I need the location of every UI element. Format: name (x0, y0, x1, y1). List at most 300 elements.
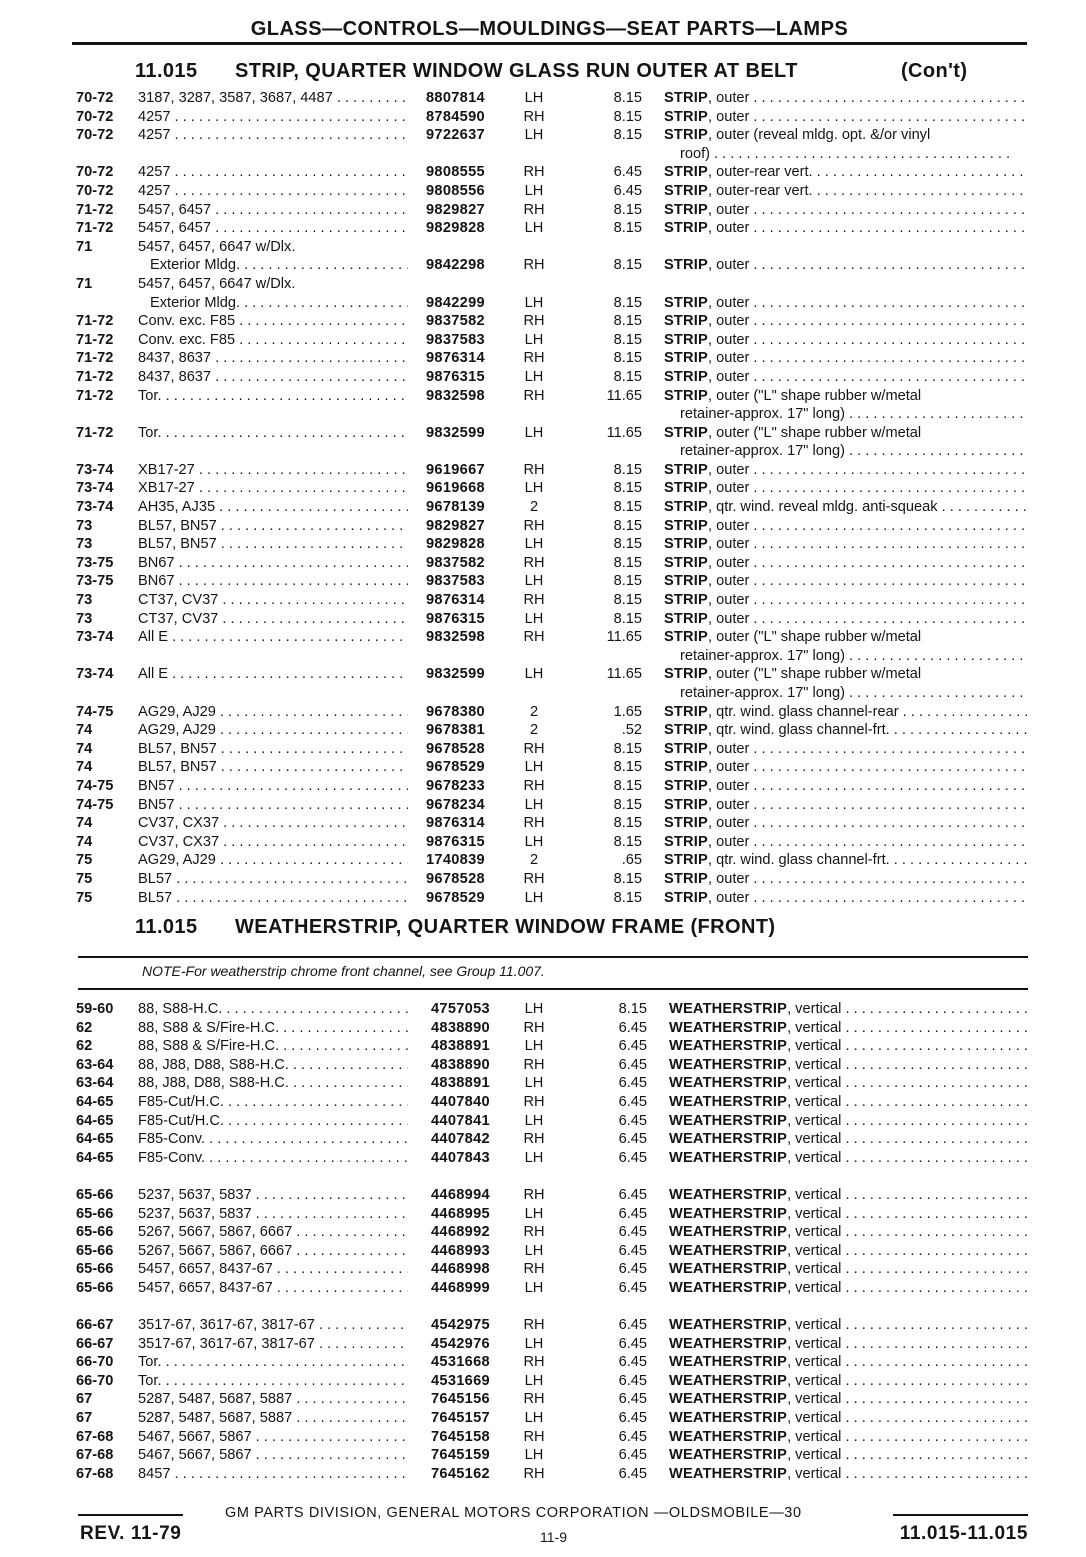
year-cell: 75 (76, 870, 93, 887)
item-name: STRIP (664, 592, 708, 609)
model-line: AG29, AJ29 . . . (138, 703, 408, 722)
parts-row (76, 703, 1028, 722)
description-cell (664, 554, 1028, 573)
parts-row (76, 219, 1028, 238)
parts-row (76, 517, 1028, 536)
part-number: 9832598 (426, 387, 485, 404)
item-name: STRIP (664, 703, 708, 720)
description-line (664, 814, 1028, 833)
model-cell (138, 1372, 408, 1391)
price-cell: 8.15 (613, 313, 642, 330)
description-cell (669, 1112, 1033, 1131)
parts-row (76, 275, 1028, 312)
item-detail: , outer (707, 350, 750, 367)
parts-row (76, 1465, 1028, 1484)
parts-row (76, 554, 1028, 573)
description-cell (664, 814, 1028, 833)
section-heading: WEATHERSTRIP, QUARTER WINDOW FRAME (FRONT) (235, 916, 776, 938)
year-cell: 73-75 (76, 573, 114, 590)
part-number: 4468999 (431, 1279, 490, 1296)
description-line (664, 535, 1028, 554)
parts-row (76, 851, 1028, 870)
section-title-weatherstrip (135, 916, 775, 939)
part-number: 4468994 (431, 1186, 490, 1203)
year-cell: 67-68 (76, 1465, 114, 1482)
price-cell: 6.45 (618, 1186, 647, 1203)
model-cell (138, 275, 408, 312)
part-number: 9678234 (426, 796, 485, 813)
side-code: RH (523, 777, 545, 794)
parts-row (76, 1446, 1028, 1465)
description-line (669, 1353, 1033, 1372)
side-code: RH (523, 1428, 545, 1445)
price-cell: 6.45 (618, 1205, 647, 1222)
description-cell (664, 312, 1028, 331)
model-line: BN57 . . . (138, 796, 408, 815)
parts-row (76, 535, 1028, 554)
model-cell (138, 1056, 408, 1075)
side-code: RH (523, 164, 545, 181)
price-cell: 8.15 (613, 220, 642, 237)
side-code: LH (524, 1447, 544, 1464)
item-name: STRIP (664, 313, 708, 330)
description-cell (664, 870, 1028, 889)
model-cell (138, 1353, 408, 1372)
model-line: BN67 . . . (138, 554, 408, 573)
part-number: 9829828 (426, 536, 485, 553)
description-line (664, 182, 1028, 201)
model-cell (138, 349, 408, 368)
description-cell (664, 889, 1028, 908)
model-line: Tor. . . . (138, 1353, 408, 1372)
item-name: STRIP (664, 796, 708, 813)
part-number: 8807814 (426, 90, 485, 106)
model-cell (138, 1000, 408, 1019)
item-detail: , outer (707, 889, 750, 906)
price-cell: 6.45 (618, 1279, 647, 1296)
description-cell (664, 294, 1028, 313)
item-detail: , outer (707, 815, 750, 832)
description-line (664, 479, 1028, 498)
description-line (664, 517, 1028, 536)
price-cell: 6.45 (618, 1056, 647, 1073)
model-line: BL57 . . . (138, 870, 408, 889)
description-cell (669, 1130, 1033, 1149)
description-line (664, 554, 1028, 573)
side-code: RH (523, 1131, 545, 1148)
item-detail: , vertical (787, 1317, 842, 1334)
side-code: LH (524, 1075, 544, 1092)
item-detail: retainer-approx. 17" long) (680, 443, 845, 460)
model-cell (138, 833, 408, 852)
description-line (669, 1056, 1033, 1075)
side-code: LH (524, 1279, 544, 1296)
description-line (664, 312, 1028, 331)
description-cell (664, 572, 1028, 591)
description-line (664, 368, 1028, 387)
model-line: AH35, AJ35 . . . (138, 498, 408, 517)
part-number: 9678233 (426, 777, 485, 794)
model-cell (138, 238, 408, 275)
price-cell: 11.65 (606, 666, 642, 683)
item-name: STRIP (664, 294, 708, 311)
section-rule-bottom (78, 988, 1028, 990)
model-line: Tor. . . . (138, 387, 408, 406)
description-cell (669, 1223, 1033, 1242)
part-number: 9678529 (426, 889, 485, 906)
part-number: 9678139 (426, 499, 485, 516)
model-line: 4257 . . . (138, 182, 408, 201)
model-cell (138, 331, 408, 350)
year-cell: 64-65 (76, 1149, 114, 1166)
year-cell: 71-72 (76, 313, 114, 330)
model-cell (138, 870, 408, 889)
model-cell (138, 1186, 408, 1205)
item-name: WEATHERSTRIP (669, 1261, 788, 1278)
model-line: 5457, 6657, 8437-67 . . . (138, 1279, 408, 1298)
part-number: 9678528 (426, 740, 485, 757)
description-line (664, 201, 1028, 220)
description-cell (664, 796, 1028, 815)
description-cell (664, 610, 1028, 629)
description-line (669, 1186, 1033, 1205)
item-detail: , outer ("L" shape rubber w/metal (707, 629, 922, 646)
model-line: 5267, 5667, 5867, 6667 . . . (138, 1242, 408, 1261)
description-cell (669, 1409, 1033, 1428)
model-line: 5237, 5637, 5837 . . . (138, 1205, 408, 1224)
model-cell (138, 89, 408, 108)
model-cell (138, 424, 408, 443)
item-name: WEATHERSTRIP (669, 1447, 788, 1464)
item-name: STRIP (664, 722, 708, 739)
model-cell (138, 572, 408, 591)
model-line: BL57 . . . (138, 889, 408, 908)
parts-row (76, 126, 1028, 163)
part-number: 4407843 (431, 1149, 490, 1166)
item-name: WEATHERSTRIP (669, 1056, 788, 1073)
section-number: 11.015 (135, 916, 198, 938)
year-cell: 75 (76, 852, 93, 869)
parts-row (76, 1130, 1028, 1149)
side-code: RH (523, 554, 545, 571)
part-number: 7645156 (431, 1391, 490, 1408)
item-name: STRIP (664, 573, 708, 590)
part-number: 4838891 (431, 1038, 490, 1055)
year-cell: 73-74 (76, 629, 114, 646)
item-name: STRIP (664, 108, 708, 125)
side-code: RH (523, 350, 545, 367)
year-cell: 74 (76, 722, 93, 739)
model-cell (138, 1260, 408, 1279)
description-cell (664, 498, 1028, 517)
item-name: STRIP (664, 424, 708, 441)
item-detail: retainer-approx. 17" long) (680, 685, 845, 701)
year-cell: 67-68 (76, 1447, 114, 1464)
price-cell: 8.15 (613, 554, 642, 571)
side-code: RH (523, 1317, 545, 1334)
description-cell (669, 1316, 1033, 1335)
model-cell (138, 1335, 408, 1354)
model-cell (138, 1316, 408, 1335)
model-line: 88, S88 & S/Fire-H.C. . . . (138, 1019, 408, 1038)
price-cell: 8.15 (613, 499, 642, 516)
description-line (669, 1000, 1033, 1019)
model-cell (138, 312, 408, 331)
parts-row (76, 572, 1028, 591)
part-number: 4468993 (431, 1242, 490, 1259)
model-line: 5267, 5667, 5867, 6667 . . . (138, 1223, 408, 1242)
item-name: STRIP (664, 164, 708, 181)
price-cell: 8.15 (613, 90, 642, 106)
model-cell (138, 1074, 408, 1093)
price-cell: 1.65 (613, 703, 642, 720)
year-cell: 75 (76, 889, 93, 906)
description-line (664, 851, 1028, 870)
model-line: All E . . . (138, 628, 408, 647)
side-code: LH (524, 1001, 544, 1017)
year-cell: 65-66 (76, 1279, 114, 1296)
part-number: 7645157 (431, 1410, 490, 1427)
price-cell: 6.45 (618, 1075, 647, 1092)
model-line: 8437, 8637 . . . (138, 349, 408, 368)
item-detail: , outer (707, 610, 750, 627)
description-cell (669, 1056, 1033, 1075)
item-detail: , vertical (787, 1372, 842, 1389)
model-cell (138, 1130, 408, 1149)
side-code: 2 (529, 703, 539, 720)
year-cell: 65-66 (76, 1261, 114, 1278)
price-cell: 6.45 (618, 1224, 647, 1241)
model-cell (138, 665, 408, 684)
item-name: STRIP (664, 852, 708, 869)
item-detail: , outer (707, 740, 750, 757)
description-cell (669, 1428, 1033, 1447)
parts-row (76, 889, 1028, 908)
item-detail: , outer (707, 313, 750, 330)
year-cell: 65-66 (76, 1186, 114, 1203)
price-cell: 8.15 (613, 127, 642, 144)
side-code: LH (524, 536, 544, 553)
parts-list-strip (76, 89, 1028, 907)
side-code: RH (523, 1186, 545, 1203)
price-cell: 6.45 (613, 182, 642, 199)
model-line: 88, J88, D88, S88-H.C. . . . (138, 1074, 408, 1093)
item-name: STRIP (664, 666, 708, 683)
price-cell: 8.15 (613, 610, 642, 627)
parts-row (76, 814, 1028, 833)
model-line: 3517-67, 3617-67, 3817-67 . . . (138, 1335, 408, 1354)
year-cell: 63-64 (76, 1075, 114, 1092)
side-code: RH (523, 815, 545, 832)
model-cell (138, 1465, 408, 1484)
item-name: WEATHERSTRIP (669, 1242, 788, 1259)
item-detail: , vertical (787, 1038, 842, 1055)
page-number: 11-9 (540, 1529, 567, 1545)
year-cell: 74-75 (76, 703, 114, 720)
price-cell: 8.15 (613, 257, 642, 274)
description-cell (669, 1037, 1033, 1056)
model-line: CT37, CV37 . . . (138, 591, 408, 610)
item-detail: , vertical (787, 1465, 842, 1482)
year-cell: 70-72 (76, 182, 114, 199)
description-cell (664, 591, 1028, 610)
parts-row (76, 665, 1028, 702)
item-detail: , vertical (787, 1279, 842, 1296)
year-cell: 71 (76, 238, 93, 255)
parts-row (76, 238, 1028, 275)
parts-row (76, 1242, 1028, 1261)
part-number: 4468995 (431, 1205, 490, 1222)
side-code: RH (523, 313, 545, 330)
price-cell: 6.45 (618, 1019, 647, 1036)
model-cell (138, 219, 408, 238)
parts-row (76, 424, 1028, 461)
description-line (664, 796, 1028, 815)
year-cell: 65-66 (76, 1205, 114, 1222)
item-detail: , outer ("L" shape rubber w/metal (707, 666, 922, 683)
price-cell: 6.45 (618, 1242, 647, 1259)
description-cell (664, 256, 1028, 275)
item-detail: , outer (707, 554, 750, 571)
item-detail: , outer (reveal mldg. opt. &/or vinyl (707, 127, 931, 144)
description-line (664, 461, 1028, 480)
model-cell (138, 1446, 408, 1465)
item-name: STRIP (664, 182, 708, 199)
side-code: LH (524, 368, 544, 385)
parts-row (76, 1409, 1028, 1428)
model-cell (138, 535, 408, 554)
header-rule (72, 42, 1027, 45)
price-cell: 8.15 (613, 815, 642, 832)
footer-publisher: GM PARTS DIVISION, GENERAL MOTORS CORPORATION —OLDSMOBILE—30 (225, 1505, 802, 1521)
part-number: 9876314 (426, 350, 485, 367)
model-line: 5457, 6457 . . . (138, 219, 408, 238)
description-line (664, 777, 1028, 796)
year-cell: 74 (76, 759, 93, 776)
description-cell (664, 368, 1028, 387)
year-cell: 73 (76, 536, 93, 553)
parts-row (76, 1372, 1028, 1391)
description-line (669, 1019, 1033, 1038)
parts-row (76, 628, 1028, 665)
parts-row (76, 1335, 1028, 1354)
side-code: LH (524, 1038, 544, 1055)
description-line (669, 1074, 1033, 1093)
item-detail: , vertical (787, 1093, 842, 1110)
item-name: WEATHERSTRIP (669, 1001, 788, 1017)
model-line: 5287, 5487, 5687, 5887 . . . (138, 1390, 408, 1409)
parts-row (76, 89, 1028, 108)
description-line (669, 1242, 1033, 1261)
parts-row (76, 163, 1028, 182)
model-line: 8457 . . . (138, 1465, 408, 1484)
part-number: 8784590 (426, 108, 485, 125)
side-code: RH (523, 1056, 545, 1073)
part-number: 9829827 (426, 517, 485, 534)
description-line (669, 1372, 1033, 1391)
side-code: RH (523, 387, 545, 404)
parts-row (76, 1316, 1028, 1335)
model-cell (138, 1112, 408, 1131)
parts-row (76, 201, 1028, 220)
item-detail: , vertical (787, 1335, 842, 1352)
model-line: Tor. . . . (138, 424, 408, 443)
parts-row (76, 1112, 1028, 1131)
item-name: STRIP (664, 350, 708, 367)
description-cell (669, 1242, 1033, 1261)
item-detail: , vertical (787, 1354, 842, 1371)
side-code: 2 (529, 499, 539, 516)
part-number: 4542975 (431, 1317, 490, 1334)
continued-label: (Con't) (901, 60, 968, 82)
side-code: LH (524, 1205, 544, 1222)
year-cell: 70-72 (76, 127, 114, 144)
price-cell: 8.15 (613, 889, 642, 906)
price-cell: 8.15 (613, 480, 642, 497)
price-cell: 8.15 (613, 833, 642, 850)
parts-row (76, 833, 1028, 852)
model-cell (138, 461, 408, 480)
description-cell (664, 777, 1028, 796)
item-detail: , vertical (787, 1149, 842, 1166)
model-cell (138, 610, 408, 629)
item-detail: , outer (707, 573, 750, 590)
part-number: 9876314 (426, 592, 485, 609)
model-line: 4257 . . . (138, 108, 408, 127)
parts-row (76, 591, 1028, 610)
part-number: 9832598 (426, 629, 485, 646)
price-cell: 6.45 (618, 1335, 647, 1352)
description-cell (664, 703, 1028, 722)
parts-row (76, 1037, 1028, 1056)
parts-row (76, 1093, 1028, 1112)
model-cell (138, 517, 408, 536)
side-code: LH (524, 1372, 544, 1389)
item-detail: , vertical (787, 1112, 842, 1129)
side-code: LH (524, 1112, 544, 1129)
side-code: LH (524, 480, 544, 497)
price-cell: 6.45 (618, 1038, 647, 1055)
side-code: LH (524, 759, 544, 776)
description-line (669, 1390, 1033, 1409)
item-detail: , outer (707, 592, 750, 609)
item-name: STRIP (664, 889, 708, 906)
item-name: WEATHERSTRIP (669, 1372, 788, 1389)
description-cell (664, 108, 1028, 127)
item-name: STRIP (664, 461, 708, 478)
item-detail: , vertical (787, 1428, 842, 1445)
price-cell: 6.45 (618, 1447, 647, 1464)
year-cell: 71-72 (76, 220, 114, 237)
description-line (664, 870, 1028, 889)
model-line: BL57, BN57 . . . (138, 535, 408, 554)
item-detail: , qtr. wind. glass channel-rear (707, 703, 899, 720)
item-detail: , outer (707, 870, 750, 887)
side-code: LH (524, 796, 544, 813)
part-number: 7645162 (431, 1465, 490, 1482)
part-number: 4838891 (431, 1075, 490, 1092)
year-cell: 73 (76, 592, 93, 609)
side-code: LH (524, 1335, 544, 1352)
description-line (664, 833, 1028, 852)
side-code: LH (524, 610, 544, 627)
price-cell: 6.45 (618, 1410, 647, 1427)
year-cell: 71 (76, 275, 93, 292)
description-cell (669, 1465, 1033, 1484)
year-cell: 73-74 (76, 480, 114, 497)
item-detail: , outer (707, 480, 750, 497)
side-code: LH (524, 1410, 544, 1427)
